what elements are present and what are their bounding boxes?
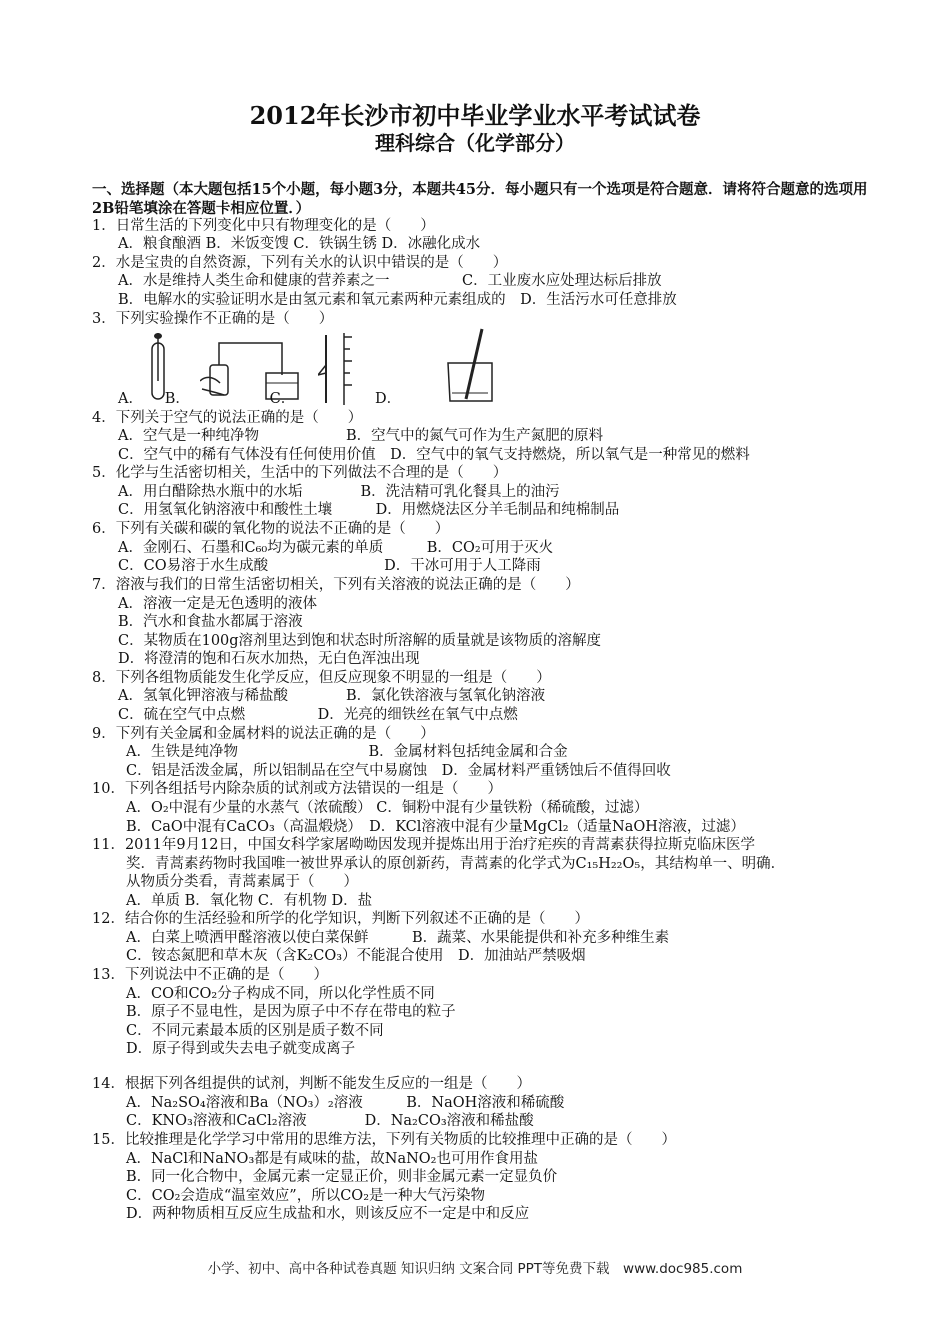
options-11: A．单质 B．氧化物 C．有机物 D．盐 [126, 893, 373, 909]
footer-text: 小学、初中、高中各种试卷真题 知识归纳 文案合同 PPT等免费下载 www.doc985.com [207, 1261, 743, 1277]
question-13: 13．下列说法中不正确的是（ ） [92, 967, 328, 983]
options-6a: A．金刚石、石墨和C₆₀均为碳元素的单质 B．CO₂可用于灭火 [118, 540, 554, 556]
question-12: 12．结合你的生活经验和所学的化学知识，判断下列叙述不正确的是（ ） [92, 911, 589, 927]
question-5: 5．化学与生活密切相关，生活中的下列做法不合理的是（ ） [92, 465, 508, 481]
question-7: 7．溶液与我们的日常生活密切相关，下列有关溶液的说法正确的是（ ） [92, 577, 580, 593]
options-2b: B．电解水的实验证明水是由氢元素和氧元素两种元素组成的 D．生活污水可任意排放 [118, 292, 677, 308]
options-1: A．粮食酿酒 B．米饭变馊 C．铁锅生锈 D．冰融化成水 [118, 236, 481, 252]
option-13c: C．不同元素最本质的区别是质子数不同 [126, 1023, 384, 1039]
options-6b: C．CO易溶于水生成酸 D．干冰可用于人工降雨 [118, 558, 541, 574]
question-9: 9．下列有关金属和金属材料的说法正确的是（ ） [92, 726, 435, 742]
options-9b: C．铝是活泼金属，所以铝制品在空气中易腐蚀 D．金属材料严重锈蚀后不值得回收 [126, 763, 671, 779]
question-15: 15．比较推理是化学学习中常用的思维方法，下列有关物质的比较推理中正确的是（ ） [92, 1132, 676, 1148]
options-2a: A．水是维持人类生命和健康的营养素之一 C．工业废水应处理达标后排放 [118, 273, 662, 289]
options-5a: A．用白醋除热水瓶中的水垢 B．洗洁精可乳化餐具上的油污 [118, 484, 560, 500]
options-12a: A．白菜上喷洒甲醛溶液以使白菜保鲜 B．蔬菜、水果能提供和补充多种维生素 [126, 930, 670, 946]
option-7c: C．某物质在100g溶剂里达到饱和状态时所溶解的质量就是该物质的溶解度 [118, 633, 602, 649]
options-12b: C．铵态氮肥和草木灰（含K₂CO₃）不能混合使用 D．加油站严禁吸烟 [126, 948, 586, 964]
section-header: 一、选择题（本大题包括15个小题，每小题3分，本题共45分．每小题只有一个选项是符合题意．请将符合题意的选项用2B铅笔填涂在答题卡相应位置．） [92, 181, 868, 217]
options-14a: A．Na₂SO₄溶液和Ba（NO₃）₂溶液 B．NaOH溶液和稀硫酸 [126, 1095, 565, 1111]
page-subtitle: 理科综合（化学部分） [375, 131, 575, 155]
options-10b: B．CaO中混有CaCO₃（高温煅烧） D．KCl溶液中混有少量MgCl₂（适量NaOH溶液，过滤） [126, 819, 745, 835]
beaker-stirring-figure [442, 327, 502, 407]
options-8b: C．硫在空气中点燃 D．光亮的细铁丝在氧气中点燃 [118, 707, 518, 723]
options-5b: C．用氢氧化钠溶液中和酸性土壤 D．用燃烧法区分羊毛制品和纯棉制品 [118, 502, 620, 518]
question-11-line1: 11．2011年9月12日，中国女科学家屠呦呦因发现并提炼出用于治疗疟疾的青蒿素获得拉斯克临床医学 [92, 837, 756, 853]
options-14b: C．KNO₃溶液和CaCl₂溶液 D．Na₂CO₃溶液和稀盐酸 [126, 1113, 534, 1129]
question-14: 14．根据下列各组提供的试剂，判断不能发生反应的一组是（ ） [92, 1076, 531, 1092]
option-15b: B．同一化合物中，金属元素一定显正价，则非金属元素一定显负价 [126, 1169, 558, 1185]
option-7a: A．溶液一定是无色透明的液体 [118, 596, 317, 612]
question-1: 1．日常生活的下列变化中只有物理变化的是（ ） [92, 218, 435, 234]
options-4b: C．空气中的稀有气体没有任何使用价值 D．空气中的氧气支持燃烧，所以氧气是一种常见的燃料 [118, 447, 750, 463]
options-8a: A．氢氧化钾溶液与稀盐酸 B．氯化铁溶液与氢氧化钠溶液 [118, 688, 546, 704]
question-11-line3: 从物质分类看，青蒿素属于（ ） [126, 874, 358, 890]
option-7b: B．汽水和食盐水都属于溶液 [118, 614, 303, 630]
option-13a: A．CO和CO₂分子构成不同，所以化学性质不同 [126, 986, 435, 1002]
option-15d: D．两种物质相互反应生成盐和水，则该反应不一定是中和反应 [126, 1206, 530, 1222]
option-13b: B．原子不显电性，是因为原子中不存在带电的粒子 [126, 1004, 456, 1020]
question-11-line2: 奖．青蒿素药物时我国唯一被世界承认的原创新药，青蒿素的化学式为C₁₅H₂₂O₅，其结构单一、明确． [126, 856, 786, 872]
options-4a: A．空气是一种纯净物 B．空气中的氮气可作为生产氮肥的原料 [118, 428, 604, 444]
question-2: 2．水是宝贵的自然资源，下列有关水的认识中错误的是（ ） [92, 255, 508, 271]
question-10: 10．下列各组括号内除杂质的试剂或方法错误的一组是（ ） [92, 781, 502, 797]
page-title: 2012年长沙市初中毕业学业水平考试试卷 [249, 101, 701, 130]
option-7d: D．将澄清的饱和石灰水加热，无白色浑浊出现 [118, 651, 420, 667]
question-3: 3．下列实验操作不正确的是（ ） [92, 311, 334, 327]
option-13d: D．原子得到或失去电子就变成离子 [126, 1041, 356, 1057]
options-9a: A．生铁是纯净物 B．金属材料包括纯金属和合金 [126, 744, 568, 760]
question-6: 6．下列有关碳和碳的氧化物的说法不正确的是（ ） [92, 521, 450, 537]
question-4: 4．下列关于空气的说法正确的是（ ） [92, 410, 363, 426]
question-8: 8．下列各组物质能发生化学反应，但反应现象不明显的一组是（ ） [92, 670, 551, 686]
options-3: A． B． C． D． [118, 391, 402, 407]
option-15c: C．CO₂会造成“温室效应”，所以CO₂是一种大气污染物 [126, 1188, 486, 1204]
option-15a: A．NaCl和NaNO₃都是有咸味的盐，故NaNO₂也可用作食用盐 [126, 1151, 538, 1167]
options-10a: A．O₂中混有少量的水蒸气（浓硫酸） C．铜粉中混有少量铁粉（稀硫酸，过滤） [126, 800, 649, 816]
